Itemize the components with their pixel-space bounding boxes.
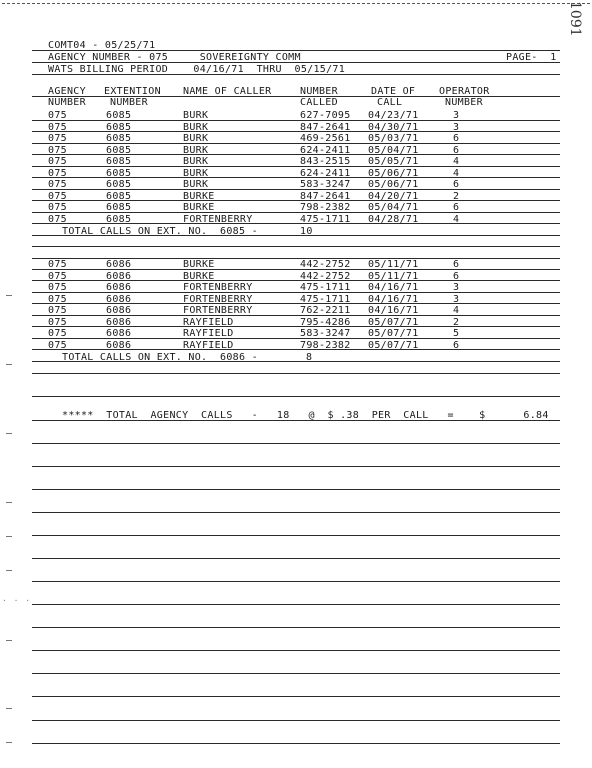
cell-date: 05/04/71	[368, 144, 419, 156]
ruled-line	[32, 373, 560, 374]
cell-op: 5	[453, 328, 460, 339]
cell-agency: 075	[48, 305, 67, 316]
ruled-line	[32, 212, 560, 213]
margin-tick	[6, 742, 12, 743]
agency-total-line: ***** TOTAL AGENCY CALLS - 18 @ $ .38 PER CALL = $ 6.84	[62, 410, 549, 421]
margin-tick	[6, 536, 12, 537]
cell-op: 6	[453, 259, 460, 270]
ruled-line	[32, 143, 560, 144]
col-operator-line2: NUMBER	[445, 97, 483, 108]
ruled-line	[32, 338, 560, 339]
ruled-line	[32, 349, 560, 350]
agency-line: AGENCY NUMBER - 075 SOVEREIGNTY COMM	[48, 52, 301, 63]
col-extension-line2: NUMBER	[110, 97, 148, 108]
col-caller-line1: NAME OF CALLER	[183, 86, 272, 97]
page-number: PAGE- 1	[506, 52, 557, 63]
cell-name: RAYFIELD	[183, 328, 234, 339]
cell-name: BURK	[183, 110, 209, 121]
cell-name: FORTENBERRY	[183, 282, 253, 293]
ruled-line	[32, 269, 560, 270]
ruled-line	[32, 650, 560, 651]
ruled-line	[32, 235, 560, 236]
ruled-line	[32, 720, 560, 721]
cell-date: 05/07/71	[368, 339, 419, 351]
cell-agency: 075	[48, 339, 67, 351]
cell-ext: 6085	[106, 213, 132, 225]
cell-called: 798-2382	[300, 339, 351, 351]
cell-name: BURKE	[183, 259, 215, 270]
cell-agency: 075	[48, 316, 67, 328]
cell-op: 6	[453, 270, 460, 282]
cell-ext: 6085	[106, 202, 132, 213]
margin-tick	[6, 433, 12, 434]
cell-called: 847-2641	[300, 121, 351, 133]
cell-called: 583-3247	[300, 328, 351, 339]
cell-op: 4	[453, 167, 460, 179]
cell-date: 05/06/71	[368, 167, 419, 179]
ruled-line	[32, 420, 560, 421]
ruled-line	[32, 361, 560, 362]
cell-date: 05/06/71	[368, 179, 419, 190]
cell-agency: 075	[48, 202, 67, 213]
ruled-line	[32, 396, 560, 397]
cell-op: 3	[453, 282, 460, 293]
billing-period: WATS BILLING PERIOD 04/16/71 THRU 05/15/71	[48, 64, 346, 75]
cell-name: FORTENBERRY	[183, 305, 253, 316]
cell-called: 847-2641	[300, 190, 351, 202]
cell-date: 04/16/71	[368, 293, 419, 305]
col-agency-line1: AGENCY	[48, 86, 86, 97]
cell-agency: 075	[48, 213, 67, 225]
cell-called: 624-2411	[300, 144, 351, 156]
cell-agency: 075	[48, 328, 67, 339]
margin-tick	[6, 502, 12, 503]
cell-agency: 075	[48, 167, 67, 179]
cell-agency: 075	[48, 144, 67, 156]
ruled-line	[32, 258, 560, 259]
cell-called: 624-2411	[300, 167, 351, 179]
margin-tick	[6, 708, 12, 709]
margin-tick	[6, 640, 12, 641]
ruled-line	[32, 558, 560, 559]
cell-date: 04/16/71	[368, 305, 419, 316]
ruled-line	[32, 131, 560, 132]
cell-date: 05/07/71	[368, 328, 419, 339]
ruled-line	[32, 627, 560, 628]
margin-tick	[6, 295, 12, 296]
col-date-line2: CALL	[377, 97, 403, 108]
cell-ext: 6086	[106, 282, 132, 293]
cell-op: 3	[453, 110, 460, 121]
cell-agency: 075	[48, 270, 67, 282]
cell-called: 798-2382	[300, 202, 351, 213]
cell-ext: 6085	[106, 190, 132, 202]
cell-called: 795-4286	[300, 316, 351, 328]
col-called-line1: NUMBER	[300, 86, 338, 97]
ruled-line	[32, 443, 560, 444]
cell-ext: 6085	[106, 156, 132, 167]
cell-called: 583-3247	[300, 179, 351, 190]
ruled-line	[32, 177, 560, 178]
cell-ext: 6085	[106, 121, 132, 133]
cell-ext: 6086	[106, 270, 132, 282]
col-date-line1: DATE OF	[371, 86, 416, 97]
cell-op: 3	[453, 121, 460, 133]
ruled-line	[32, 189, 560, 190]
ruled-line	[32, 326, 560, 327]
cell-agency: 075	[48, 121, 67, 133]
margin-tick	[6, 570, 12, 571]
cell-called: 475-1711	[300, 293, 351, 305]
ruled-line	[32, 223, 560, 224]
margin-tick	[6, 364, 12, 365]
cell-date: 04/30/71	[368, 121, 419, 133]
cell-called: 475-1711	[300, 282, 351, 293]
cell-date: 05/04/71	[368, 202, 419, 213]
col-operator-line1: OPERATOR	[439, 86, 490, 97]
cell-ext: 6086	[106, 305, 132, 316]
cell-called: 843-2515	[300, 156, 351, 167]
cell-date: 04/23/71	[368, 110, 419, 121]
cell-date: 05/03/71	[368, 133, 419, 144]
cell-agency: 075	[48, 293, 67, 305]
ruled-line	[32, 535, 560, 536]
cell-name: BURK	[183, 144, 209, 156]
cell-ext: 6086	[106, 293, 132, 305]
cell-date: 04/20/71	[368, 190, 419, 202]
cell-op: 6	[453, 144, 460, 156]
cell-agency: 075	[48, 282, 67, 293]
ruled-line	[32, 696, 560, 697]
cell-agency: 075	[48, 259, 67, 270]
cell-op: 6	[453, 339, 460, 351]
ruled-line	[32, 292, 560, 293]
cell-agency: 075	[48, 179, 67, 190]
ruled-line	[32, 74, 560, 75]
ruled-line	[32, 120, 560, 121]
cell-date: 05/07/71	[368, 316, 419, 328]
cell-ext: 6085	[106, 144, 132, 156]
cell-name: BURK	[183, 133, 209, 144]
cell-agency: 075	[48, 190, 67, 202]
cell-op: 4	[453, 305, 460, 316]
cell-op: 2	[453, 316, 460, 328]
cell-name: BURK	[183, 179, 209, 190]
cell-called: 475-1711	[300, 213, 351, 225]
cell-agency: 075	[48, 133, 67, 144]
cell-name: RAYFIELD	[183, 339, 234, 351]
ruled-line	[32, 166, 560, 167]
cell-name: FORTENBERRY	[183, 213, 253, 225]
ruled-line	[32, 154, 560, 155]
cell-date: 05/05/71	[368, 156, 419, 167]
ruled-line	[32, 489, 560, 490]
cell-op: 6	[453, 133, 460, 144]
cell-date: 04/16/71	[368, 282, 419, 293]
cell-ext: 6085	[106, 179, 132, 190]
cell-ext: 6086	[106, 328, 132, 339]
cell-agency: 075	[48, 156, 67, 167]
col-agency-line2: NUMBER	[48, 97, 86, 108]
ruled-line	[32, 512, 560, 513]
cell-name: BURK	[183, 156, 209, 167]
cell-called: 762-2211	[300, 305, 351, 316]
ext-6086-total-label: TOTAL CALLS ON EXT. NO. 6086 -	[62, 352, 258, 363]
cell-date: 04/28/71	[368, 213, 419, 225]
ext-6085-total-value: 10	[300, 226, 313, 237]
ruled-line	[32, 743, 560, 744]
cell-name: BURK	[183, 121, 209, 133]
ruled-line	[32, 315, 560, 316]
cell-name: FORTENBERRY	[183, 293, 253, 305]
cell-called: 627-7095	[300, 110, 351, 121]
report-id: COMT04 - 05/25/71	[48, 40, 156, 51]
cell-op: 4	[453, 156, 460, 167]
ruled-line	[32, 62, 560, 63]
cell-op: 4	[453, 213, 460, 225]
cell-ext: 6085	[106, 167, 132, 179]
ext-6086-total-value: 8	[306, 352, 313, 363]
ruled-line	[32, 280, 560, 281]
cell-name: BURKE	[183, 190, 215, 202]
ruled-line	[32, 200, 560, 201]
margin-dots: . . .	[2, 594, 32, 603]
ruled-line	[32, 466, 560, 467]
ruled-line	[32, 50, 560, 51]
cell-op: 2	[453, 190, 460, 202]
cell-called: 469-2561	[300, 133, 351, 144]
cell-op: 6	[453, 202, 460, 213]
ruled-line	[32, 604, 560, 605]
cell-ext: 6086	[106, 259, 132, 270]
cell-agency: 075	[48, 110, 67, 121]
cell-called: 442-2752	[300, 259, 351, 270]
ruled-line	[32, 246, 560, 247]
handwritten-page-number: 1091	[567, 1, 583, 37]
cell-op: 6	[453, 179, 460, 190]
ext-6085-total-label: TOTAL CALLS ON EXT. NO. 6085 -	[62, 226, 258, 237]
cell-name: RAYFIELD	[183, 316, 234, 328]
ruled-line	[32, 581, 560, 582]
ruled-line	[32, 303, 560, 304]
cell-name: BURK	[183, 167, 209, 179]
cell-date: 05/11/71	[368, 259, 419, 270]
cell-name: BURKE	[183, 202, 215, 213]
cell-op: 3	[453, 293, 460, 305]
cell-date: 05/11/71	[368, 270, 419, 282]
cell-ext: 6085	[106, 133, 132, 144]
perforation-edge	[2, 3, 590, 4]
col-extension-line1: EXTENTION	[104, 86, 161, 97]
cell-called: 442-2752	[300, 270, 351, 282]
ruled-line	[32, 673, 560, 674]
col-called-line2: CALLED	[300, 97, 338, 108]
cell-ext: 6086	[106, 316, 132, 328]
cell-ext: 6086	[106, 339, 132, 351]
cell-name: BURKE	[183, 270, 215, 282]
cell-ext: 6085	[106, 110, 132, 121]
